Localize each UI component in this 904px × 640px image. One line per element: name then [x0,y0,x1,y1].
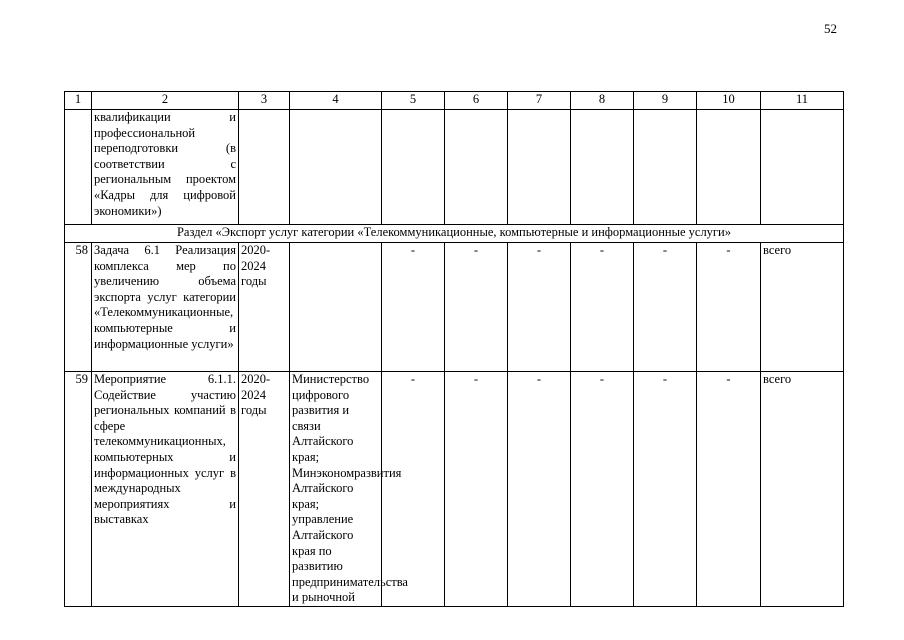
header-row [65,92,844,110]
cell-value: - [508,372,571,607]
cell-total: всего [761,243,844,372]
cell-executor [290,243,382,372]
cell-num [65,110,92,225]
cell-value: - [697,243,761,372]
header-cell: 10 [697,92,761,110]
cell-value [382,110,445,225]
cell-value: - [634,243,697,372]
cell-years: 2020-2024 годы [239,243,290,372]
cell-years: 2020-2024 годы [239,372,290,607]
table-row [65,372,844,607]
cell-num: 58 [65,243,92,372]
cell-executor: Министерство цифрового развития и связи Алтайского края; Минэкономразвития Алтайского края; управление Алтайского края по развитию предпринимательства и рыночной [290,372,382,607]
page-number: 52 [824,21,837,36]
header-cell: 6 [445,92,508,110]
cell-total: всего [761,372,844,607]
cell-name: Задача 6.1 Реализация комплекса мер по увеличению объема экспорта услуг категории «Телекоммуникационные, компьютерные и информационные услуги» [92,243,239,372]
cell-value: - [634,372,697,607]
header-cell: 9 [634,92,697,110]
header-cell: 2 [92,92,239,110]
cell-value: - [382,243,445,372]
cell-value [634,110,697,225]
header-cell: 3 [239,92,290,110]
cell-total [761,110,844,225]
program-table [64,91,844,607]
cell-value: - [508,243,571,372]
header-cell: 8 [571,92,634,110]
table-row [65,243,844,372]
cell-value [445,110,508,225]
cell-value: - [445,372,508,607]
cell-value: - [571,243,634,372]
header-cell: 4 [290,92,382,110]
cell-value [571,110,634,225]
header-cell: 11 [761,92,844,110]
cell-value: - [382,372,445,607]
table-row-continued [65,110,844,225]
section-row [65,225,844,243]
cell-name: Мероприятие 6.1.1. Содействие участию региональных компаний в сфере телекоммуникационных, компьютерных и информационных услуг в международных мероприятиях и выставках [92,372,239,607]
cell-value: - [571,372,634,607]
cell-years [239,110,290,225]
cell-value [508,110,571,225]
cell-name: квалификации и профессиональной переподготовки (в соответствии с региональным проектом «Кадры для цифровой экономики») [92,110,239,225]
header-cell: 7 [508,92,571,110]
cell-num: 59 [65,372,92,607]
cell-value: - [445,243,508,372]
section-title: Раздел «Экспорт услуг категории «Телекоммуникационные, компьютерные и информационные услуги» [65,225,844,243]
cell-value [697,110,761,225]
cell-value: - [697,372,761,607]
header-cell: 1 [65,92,92,110]
cell-executor [290,110,382,225]
header-cell: 5 [382,92,445,110]
